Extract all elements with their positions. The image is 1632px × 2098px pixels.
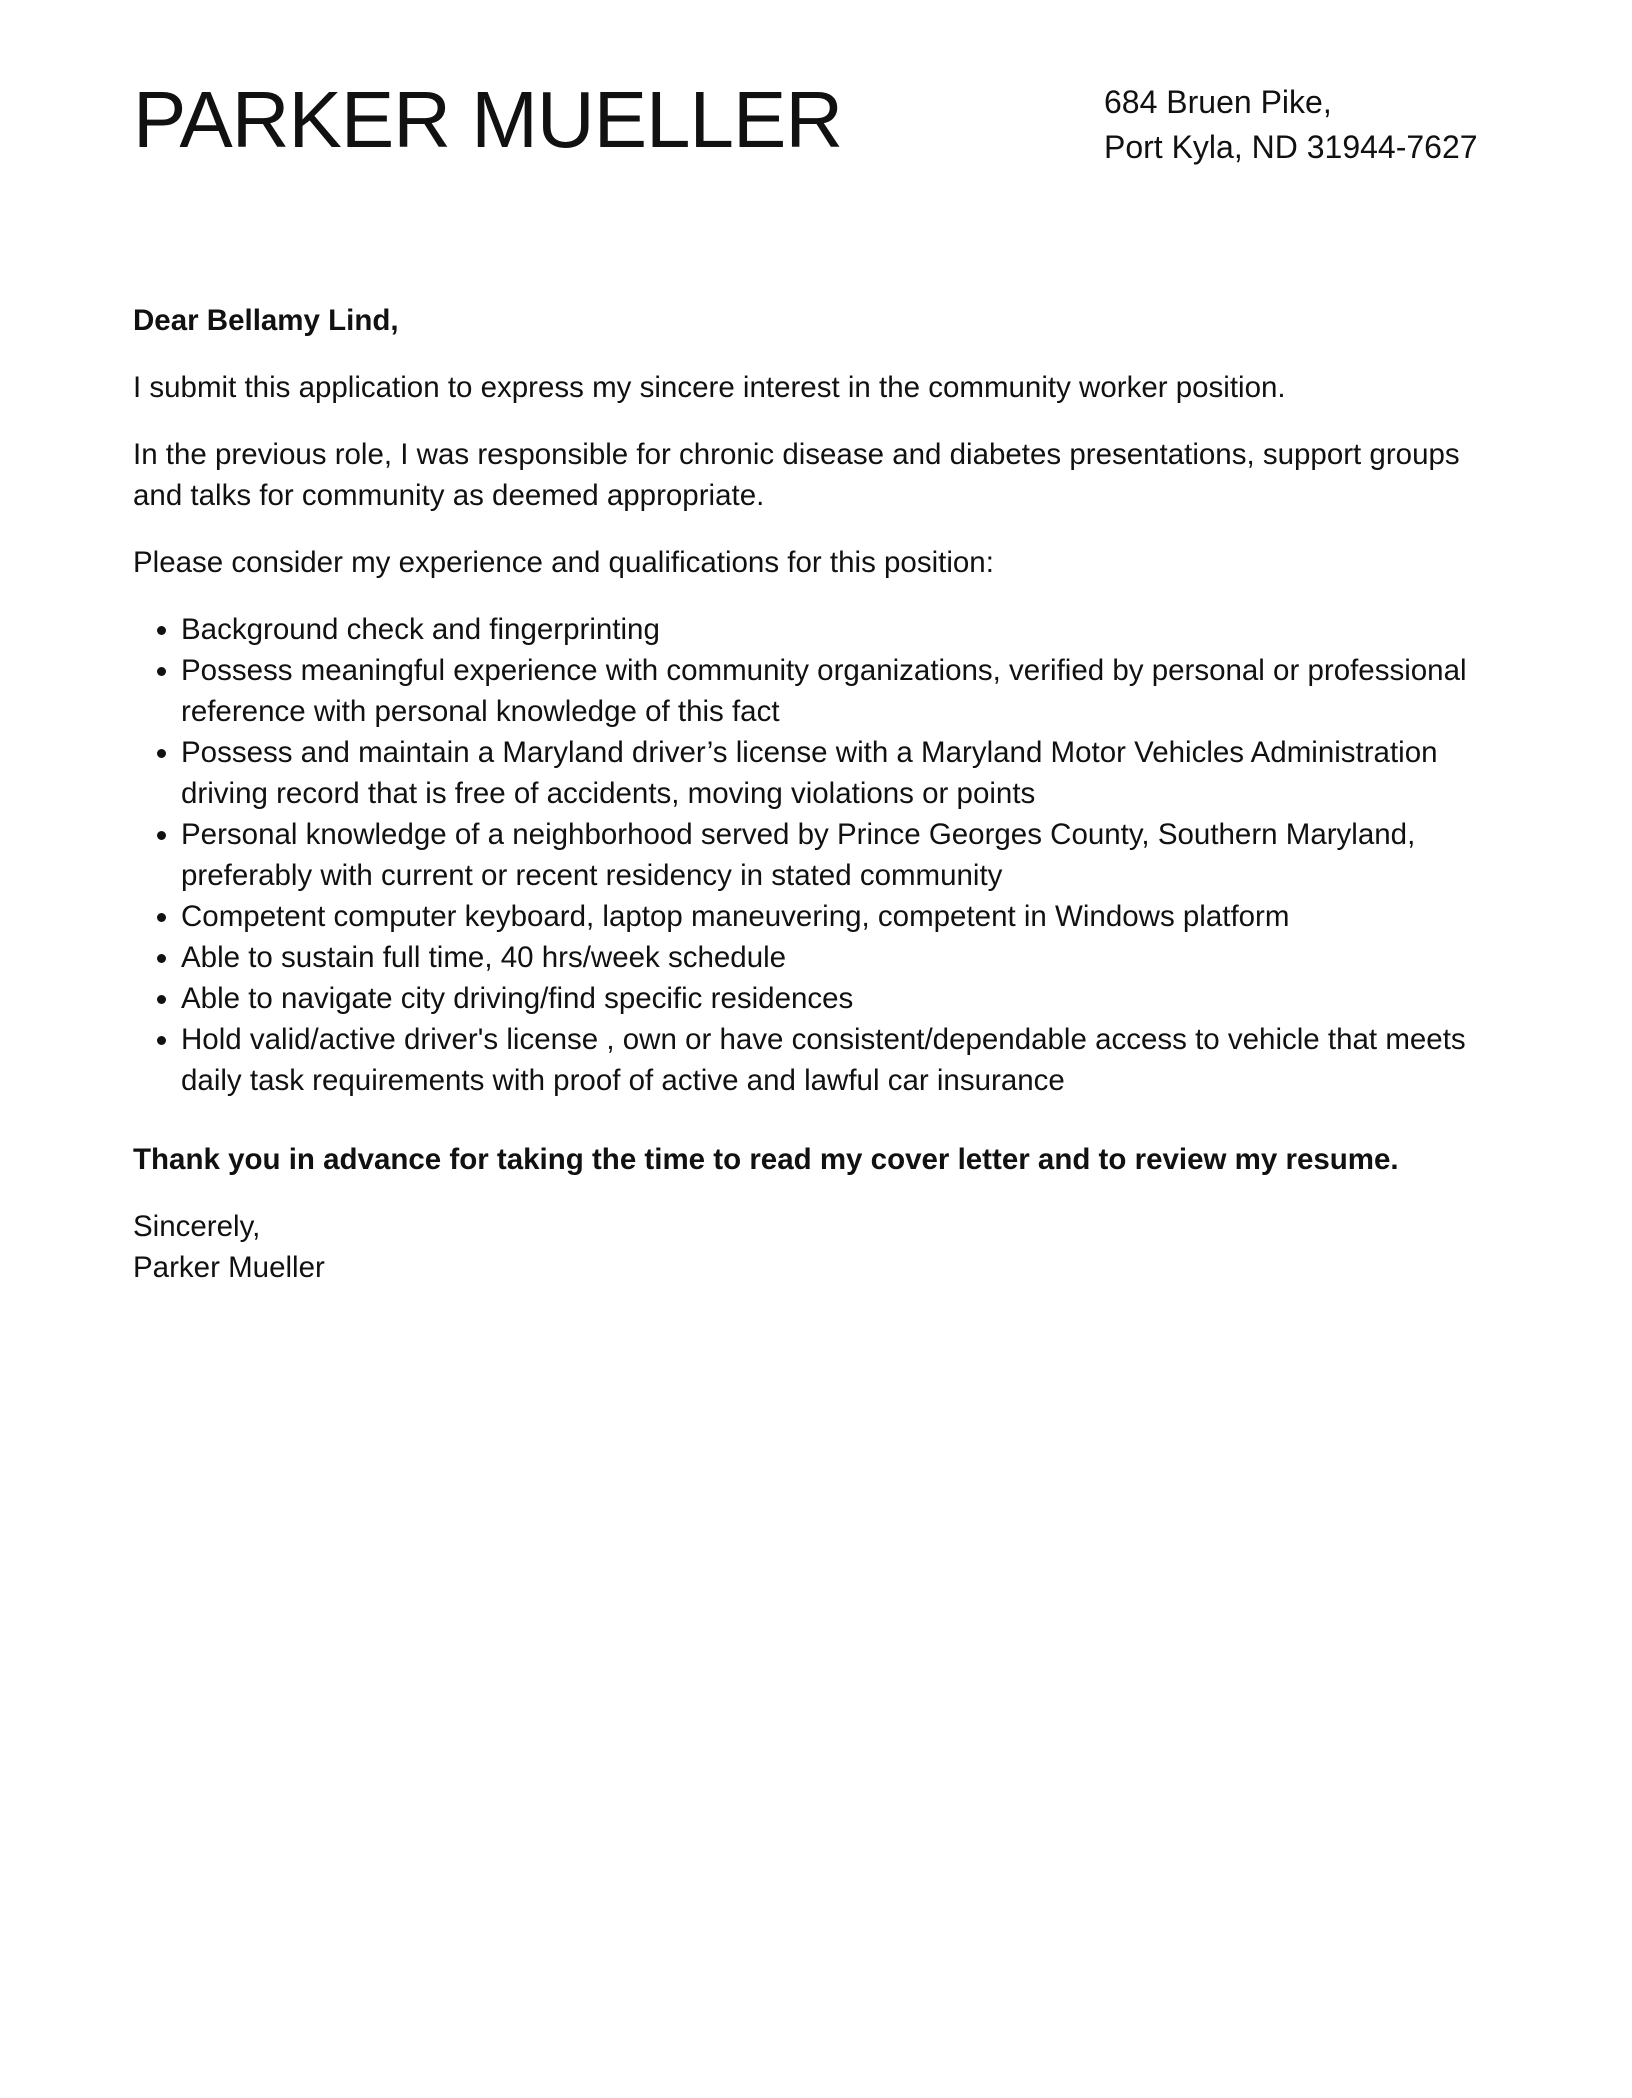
list-item: • Possess meaningful experience with community organizations, verified by personal or professional reference with personal knowledge of this fact xyxy=(181,650,1499,732)
list-item: • Able to sustain full time, 40 hrs/week schedule xyxy=(181,937,1499,978)
valediction: Sincerely, xyxy=(133,1210,261,1243)
intro-paragraph: I submit this application to express my sincere interest in the community worker position. xyxy=(133,371,1286,404)
list-item: • Hold valid/active driver's license , own or have consistent/dependable access to vehicle that meets daily task requirements with proof of active and lawful car insurance xyxy=(181,1019,1499,1101)
previous-role-paragraph: In the previous role, I was responsible for chronic disease and diabetes presentations, support groups and talks for community as deemed appropriate. xyxy=(133,438,1460,512)
letter-body xyxy=(133,300,1499,1314)
list-item: • Competent computer keyboard, laptop maneuvering, competent in Windows platform xyxy=(181,896,1499,937)
address-line-1: 684 Bruen Pike, xyxy=(1104,84,1332,120)
list-item: • Possess and maintain a Maryland driver’s license with a Maryland Motor Vehicles Administration driving record that is free of accidents, moving violations or points xyxy=(181,732,1499,814)
signature-name: Parker Mueller xyxy=(133,1251,325,1284)
letter-header xyxy=(133,72,1499,192)
list-item: • Personal knowledge of a neighborhood served by Prince Georges County, Southern Maryland, preferably with current or recent residency in stated community xyxy=(181,814,1499,896)
applicant-name: PARKER MUELLER xyxy=(133,75,843,164)
qualifications-list xyxy=(133,609,1499,1101)
address-line-2: Port Kyla, ND 31944-7627 xyxy=(1104,129,1478,165)
closing-line: Thank you in advance for taking the time to read my cover letter and to review my resume. xyxy=(133,1143,1399,1176)
list-item: • Able to navigate city driving/find specific residences xyxy=(181,978,1499,1019)
qualifications-intro: Please consider my experience and qualifications for this position: xyxy=(133,546,994,579)
applicant-address xyxy=(1104,80,1504,170)
salutation: Dear Bellamy Lind, xyxy=(133,304,399,337)
list-item: • Background check and fingerprinting xyxy=(181,609,1499,650)
signature-block xyxy=(133,1206,1499,1288)
